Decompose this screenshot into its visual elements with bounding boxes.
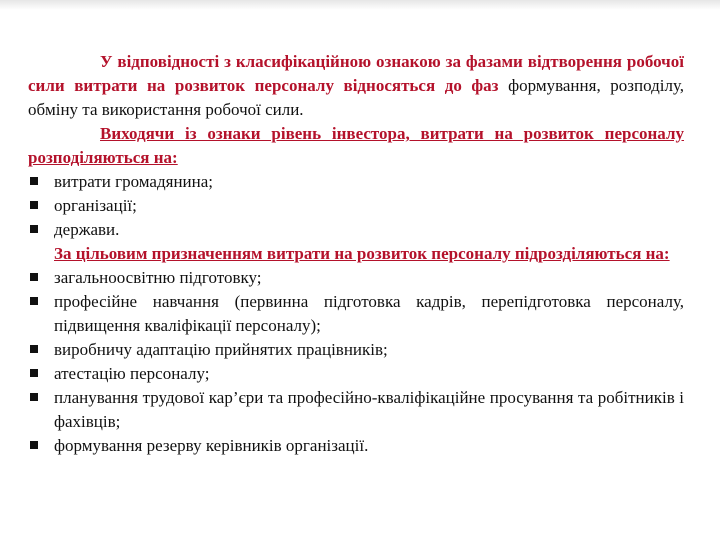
list-item — [28, 290, 684, 338]
phases-rest-text: формування, розподілу, обміну та використання робочої сили. — [28, 76, 685, 119]
square-bullet-icon — [30, 393, 38, 401]
list-item — [28, 434, 684, 458]
square-bullet-icon — [30, 297, 38, 305]
list-item-text: формування резерву керівників організації. — [54, 436, 369, 455]
square-bullet-icon — [30, 273, 38, 281]
investor-list — [28, 170, 684, 242]
list-item — [28, 170, 684, 194]
list-item — [28, 194, 684, 218]
square-bullet-icon — [30, 345, 38, 353]
list-item-text: атестацію персоналу; — [54, 364, 210, 383]
list-item-text: держави. — [54, 220, 120, 239]
paragraph-purpose: За цільовим призначенням витрати на розвиток персоналу підрозділяються на: — [54, 244, 670, 263]
list-item — [28, 386, 684, 434]
paragraph-phases — [28, 50, 684, 122]
square-bullet-icon — [30, 225, 38, 233]
slide-content — [28, 50, 684, 458]
phases-lead-text: У відповідності з класифікаційною ознакою за фазами відтворення робочої сили витрати на розвиток персоналу відносяться до фаз — [28, 52, 684, 95]
list-item-text: витрати громадянина; — [54, 172, 214, 191]
list-item — [28, 266, 684, 290]
list-item-text: організації; — [54, 196, 137, 215]
list-item-text: планування трудової кар’єри та професійно-кваліфікаційне просування та робітників і фахівців; — [54, 388, 684, 431]
list-item — [28, 218, 684, 242]
square-bullet-icon — [30, 201, 38, 209]
square-bullet-icon — [30, 177, 38, 185]
list-item-text: загальноосвітню підготовку; — [54, 268, 262, 287]
list-item-text: професійне навчання (первинна підготовка кадрів, перепідготовка персоналу, підвищення кваліфікації персоналу); — [54, 292, 684, 335]
paragraph-investor-level: Виходячи із ознаки рівень інвестора, витрати на розвиток персоналу розподіляються на: — [28, 124, 684, 167]
list-item — [28, 362, 684, 386]
list-item-text: виробничу адаптацію прийнятих працівників; — [54, 340, 388, 359]
square-bullet-icon — [30, 369, 38, 377]
top-shadow — [0, 0, 720, 10]
purpose-list — [28, 266, 684, 458]
square-bullet-icon — [30, 441, 38, 449]
list-item — [28, 338, 684, 362]
